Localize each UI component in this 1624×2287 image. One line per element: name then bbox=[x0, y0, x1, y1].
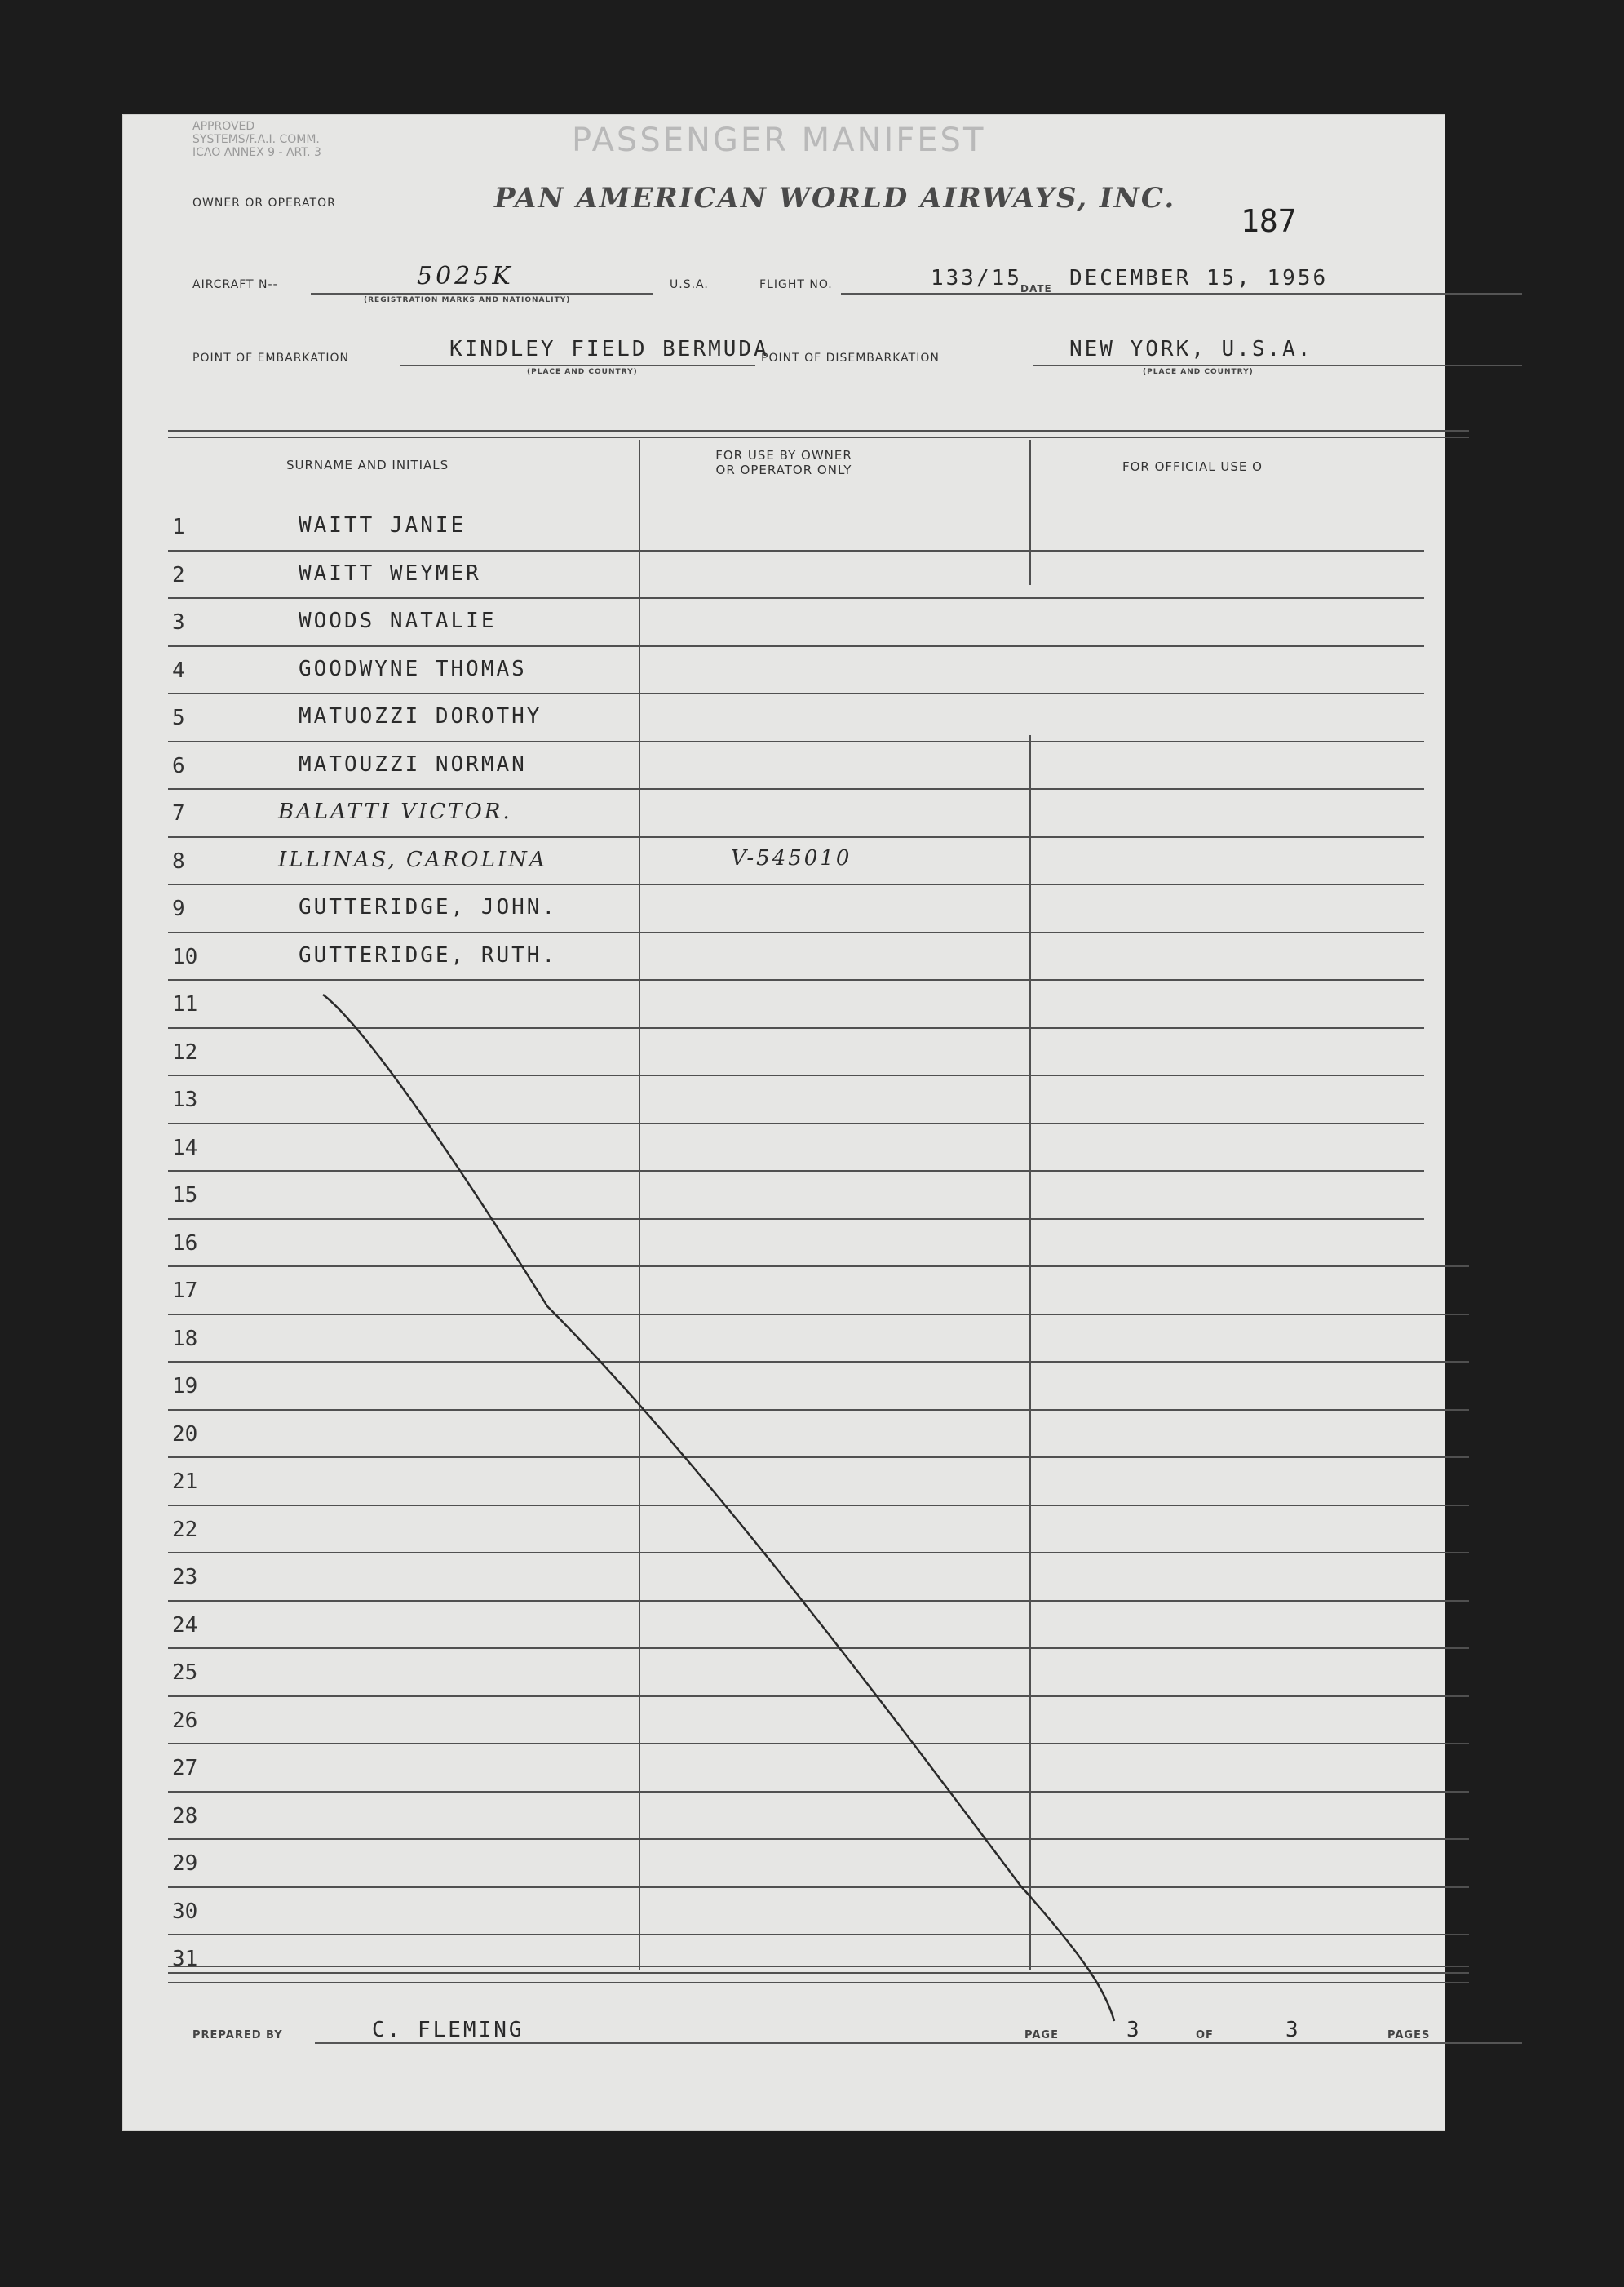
row-number: 5 bbox=[172, 706, 185, 730]
passenger-name: MATUOZZI DOROTHY bbox=[299, 704, 542, 729]
of-label: OF bbox=[1196, 2029, 1214, 2041]
passenger-name: WAITT WEYMER bbox=[299, 561, 481, 586]
embarkation-point: KINDLEY FIELD BERMUDA bbox=[449, 337, 769, 361]
row-number: 19 bbox=[172, 1374, 198, 1398]
row-number: 4 bbox=[172, 658, 185, 683]
date-label: DATE bbox=[1020, 283, 1052, 295]
approval-line: ICAO ANNEX 9 - ART. 3 bbox=[192, 146, 321, 159]
surname-column-header: SURNAME AND INITIALS bbox=[286, 458, 449, 472]
row-number: 23 bbox=[172, 1565, 198, 1589]
operator-header-line: FOR USE BY OWNER bbox=[715, 448, 852, 463]
official-column-header: FOR OFFICIAL USE O bbox=[1122, 459, 1263, 474]
row-number: 21 bbox=[172, 1469, 198, 1494]
operator-header-line: OR OPERATOR ONLY bbox=[715, 463, 852, 477]
aircraft-label: AIRCRAFT N-- bbox=[192, 278, 278, 291]
row-number: 6 bbox=[172, 753, 185, 778]
row-number: 22 bbox=[172, 1517, 198, 1542]
row-number: 29 bbox=[172, 1851, 198, 1876]
row-number: 30 bbox=[172, 1899, 198, 1924]
row-number: 15 bbox=[172, 1183, 198, 1208]
prepared-by-name: C. FLEMING bbox=[372, 2018, 524, 2042]
approval-line: SYSTEMS/F.A.I. COMM. bbox=[192, 133, 320, 146]
passenger-name: MATOUZZI NORMAN bbox=[299, 751, 527, 777]
passenger-name: GUTTERIDGE, RUTH. bbox=[299, 942, 558, 968]
passenger-name: BALATTI VICTOR. bbox=[278, 800, 512, 824]
disembarkation-label: POINT OF DISEMBARKATION bbox=[761, 352, 940, 365]
embarkation-sublabel: (PLACE AND COUNTRY) bbox=[527, 368, 638, 376]
row-number: 11 bbox=[172, 992, 198, 1017]
flight-number: 133/15 bbox=[931, 266, 1022, 290]
row-number: 28 bbox=[172, 1803, 198, 1828]
flight-date: DECEMBER 15, 1956 bbox=[1069, 266, 1329, 290]
row-number: 16 bbox=[172, 1230, 198, 1256]
page-value: 3 bbox=[1126, 2018, 1142, 2042]
airline-name: PAN AMERICAN WORLD AIRWAYS, INC. bbox=[494, 182, 1176, 215]
row-number: 24 bbox=[172, 1612, 198, 1638]
row-number: 9 bbox=[172, 897, 185, 921]
row-number: 12 bbox=[172, 1039, 198, 1065]
diagonal-cancel-line bbox=[123, 115, 1445, 2130]
total-pages-value: 3 bbox=[1285, 2018, 1301, 2042]
row-number: 10 bbox=[172, 944, 198, 969]
row-number: 14 bbox=[172, 1135, 198, 1160]
row-number: 13 bbox=[172, 1088, 198, 1112]
passenger-name: WAITT JANIE bbox=[299, 513, 467, 538]
disembarkation-sublabel: (PLACE AND COUNTRY) bbox=[1143, 368, 1254, 376]
row-number: 20 bbox=[172, 1421, 198, 1447]
row-number: 7 bbox=[172, 801, 185, 826]
row-number: 18 bbox=[172, 1326, 198, 1351]
row-number: 8 bbox=[172, 849, 185, 874]
operator-note: V-545010 bbox=[731, 845, 852, 871]
flight-label: FLIGHT NO. bbox=[759, 278, 833, 291]
page-label: PAGE bbox=[1024, 2029, 1059, 2041]
owner-label: OWNER OR OPERATOR bbox=[192, 197, 336, 210]
row-number: 27 bbox=[172, 1756, 198, 1780]
passenger-name: GOODWYNE THOMAS bbox=[299, 656, 527, 681]
manifest-sheet bbox=[122, 114, 1445, 2131]
aircraft-sublabel: (REGISTRATION MARKS AND NATIONALITY) bbox=[364, 296, 571, 304]
row-number: 1 bbox=[172, 515, 185, 539]
passenger-name: ILLINAS, CAROLINA bbox=[278, 847, 547, 872]
pages-label: PAGES bbox=[1387, 2029, 1431, 2041]
passenger-name: GUTTERIDGE, JOHN. bbox=[299, 895, 558, 920]
row-number: 3 bbox=[172, 610, 185, 635]
row-number: 26 bbox=[172, 1708, 198, 1733]
row-number: 2 bbox=[172, 562, 185, 587]
passenger-name: WOODS NATALIE bbox=[299, 609, 497, 633]
prepared-by-label: PREPARED BY bbox=[192, 2029, 283, 2041]
row-number: 25 bbox=[172, 1660, 198, 1685]
row-number: 17 bbox=[172, 1279, 198, 1303]
row-number: 31 bbox=[172, 1947, 198, 1971]
country-label: U.S.A. bbox=[670, 278, 709, 291]
aircraft-registration: 5025K bbox=[417, 262, 514, 290]
embarkation-label: POINT OF EMBARKATION bbox=[192, 352, 350, 365]
page-stamp-number: 187 bbox=[1241, 203, 1297, 239]
form-title: PASSENGER MANIFEST bbox=[572, 122, 986, 159]
disembarkation-point: NEW YORK, U.S.A. bbox=[1069, 337, 1313, 361]
approval-line: APPROVED bbox=[192, 120, 255, 133]
